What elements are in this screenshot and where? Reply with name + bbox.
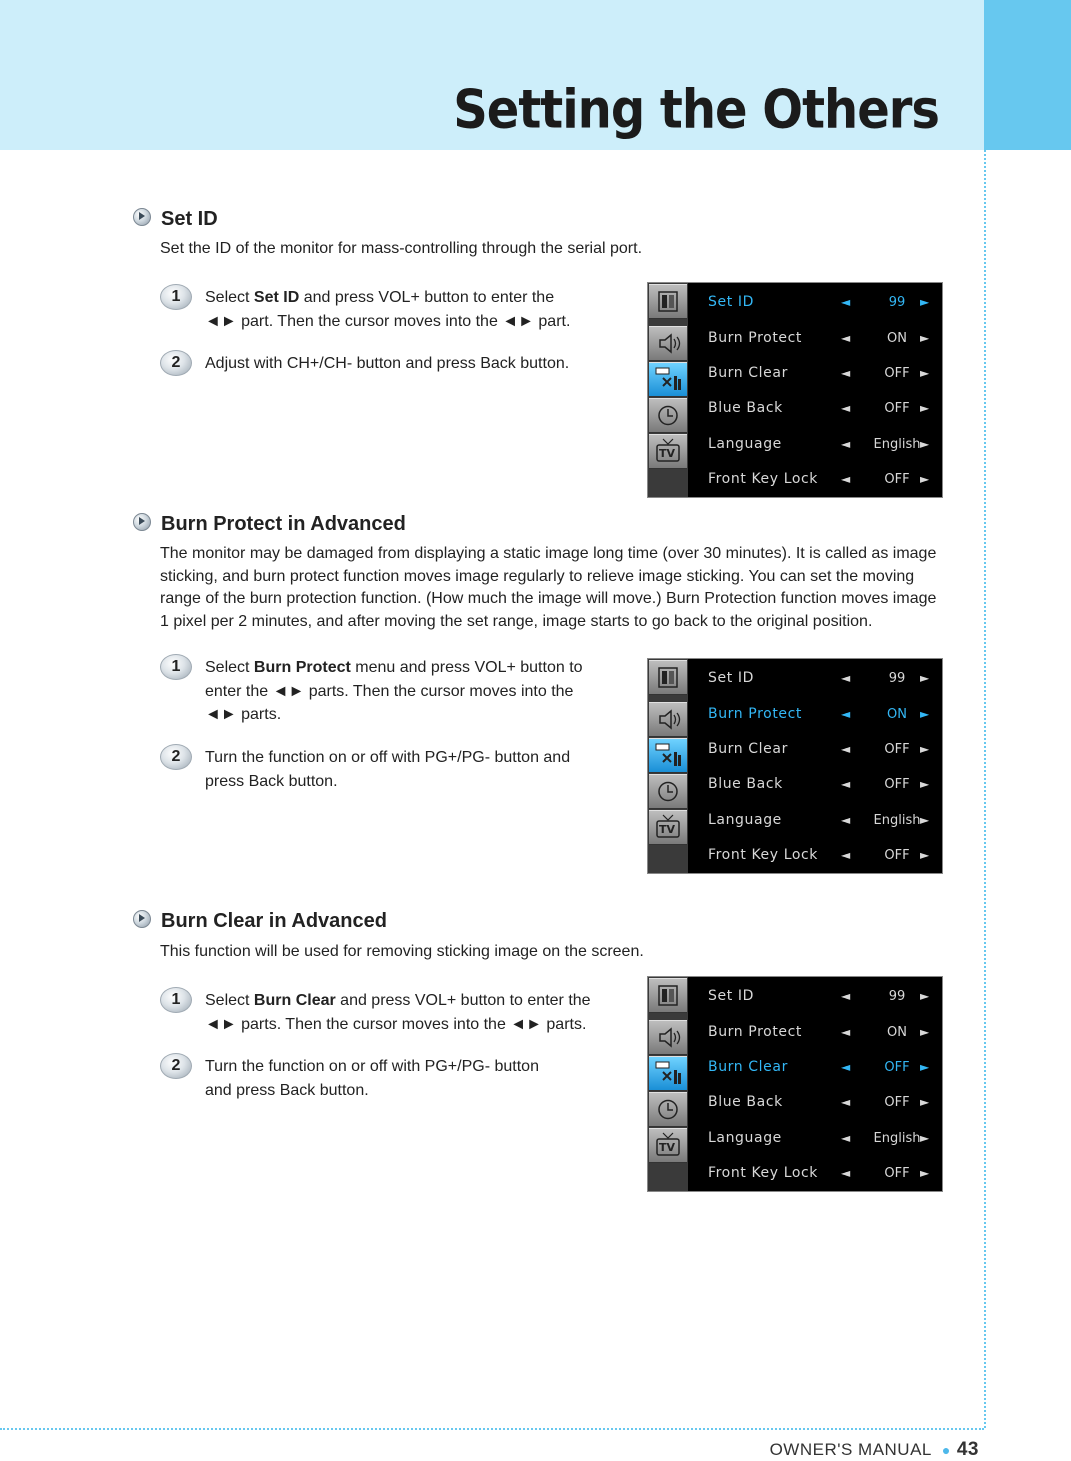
step-2: [160, 746, 600, 793]
right-arrow-icon[interactable]: ►: [920, 1166, 930, 1180]
step-text: [205, 656, 600, 727]
menu-row-label: Set ID: [708, 294, 754, 310]
menu-row-burn-clear[interactable]: [708, 361, 938, 385]
footer-label: OWNER'S MANUAL: [769, 1440, 932, 1459]
bottom-divider: [0, 1428, 984, 1430]
menu-icon-column: [648, 977, 688, 1191]
step-text-part: and press VOL+ button to enter the: [335, 992, 591, 1009]
footer: [770, 1439, 979, 1461]
osd-menu-set-id: [647, 282, 943, 498]
menu-row-value: 99: [888, 295, 906, 310]
menu-row-set-id[interactable]: [708, 666, 938, 690]
left-arrow-icon[interactable]: ◄: [841, 742, 851, 756]
step-text-part: Select: [205, 659, 254, 676]
menu-row-value: OFF: [884, 1095, 910, 1110]
step-menu-name: Set ID: [253, 289, 300, 306]
left-arrow-icon[interactable]: ◄: [841, 813, 851, 827]
section-bullet-icon: [133, 910, 151, 928]
step-text-part: and press VOL+ button to enter the: [299, 289, 555, 306]
section-title-text: Burn Clear in Advanced: [161, 910, 387, 932]
step-1: [160, 656, 600, 727]
step-text: [205, 286, 600, 333]
menu-row-label: Burn Protect: [708, 1024, 803, 1040]
left-arrow-icon[interactable]: ◄: [841, 989, 851, 1003]
step-text-part: menu and press VOL+ button to: [350, 659, 583, 676]
step-text-part: Turn the function on or off with PG+/PG- button and: [205, 749, 571, 766]
menu-row-value: English: [873, 437, 921, 452]
step-number-badge: 1: [160, 654, 192, 680]
time-icon[interactable]: [649, 398, 687, 433]
step-text-part: Adjust with CH+/CH- button and press Back button.: [205, 355, 570, 372]
menu-row-value: OFF: [884, 1060, 910, 1075]
menu-row-label: Set ID: [708, 670, 754, 686]
step-text-part: ◄► parts.: [205, 706, 282, 723]
step-text-part: ◄► parts. Then the cursor moves into the ◄► parts.: [205, 1015, 587, 1033]
tv-icon-label: TV: [659, 823, 676, 836]
menu-row-label: Front Key Lock: [708, 471, 819, 487]
setup-tools-icon[interactable]: [649, 362, 687, 397]
menu-row-front-key-lock[interactable]: [708, 1161, 938, 1185]
menu-row-burn-protect[interactable]: [708, 1020, 938, 1044]
tv-icon-label: TV: [659, 447, 676, 460]
step-text-part: and press Back button.: [205, 1081, 369, 1099]
right-arrow-icon[interactable]: ►: [920, 813, 930, 827]
left-arrow-icon[interactable]: ◄: [841, 1095, 851, 1109]
section-title-burn-protect: [133, 513, 406, 536]
right-arrow-icon[interactable]: ►: [920, 777, 930, 791]
menu-row-blue-back[interactable]: [708, 772, 938, 796]
menu-row-label: Language: [708, 1130, 782, 1146]
section-desc-set-id: Set the ID of the monitor for mass-controlling through the serial port.: [160, 240, 643, 257]
left-arrow-icon[interactable]: ◄: [841, 1166, 851, 1180]
left-arrow-icon[interactable]: ◄: [841, 707, 851, 721]
menu-row-label: Burn Clear: [708, 1059, 788, 1075]
right-arrow-icon[interactable]: ►: [920, 742, 930, 756]
page-title: Setting the Others: [453, 78, 939, 141]
step-number-badge: 1: [160, 284, 192, 310]
section-title-set-id: [133, 208, 218, 231]
osd-menu-burn-protect: [647, 658, 943, 874]
menu-row-blue-back[interactable]: [708, 1090, 938, 1114]
step-number-badge: 1: [160, 987, 192, 1013]
menu-row-label: Blue Back: [708, 400, 783, 416]
menu-row-language[interactable]: [708, 808, 938, 832]
menu-row-language[interactable]: [708, 1126, 938, 1150]
menu-row-label: Set ID: [708, 988, 754, 1004]
menu-row-front-key-lock[interactable]: [708, 467, 938, 491]
menu-icon-column: [648, 283, 688, 497]
page-number: 43: [956, 1439, 979, 1460]
tv-icon[interactable]: [649, 434, 687, 469]
step-text-part: enter the ◄► parts. Then the cursor moves into the: [205, 682, 574, 700]
menu-row-label: Blue Back: [708, 1094, 783, 1110]
right-arrow-icon[interactable]: ►: [920, 366, 930, 380]
menu-row-label: Blue Back: [708, 776, 783, 792]
menu-row-value: OFF: [884, 848, 910, 863]
osd-menu-burn-clear: [647, 976, 943, 1192]
left-arrow-icon[interactable]: ◄: [841, 295, 851, 309]
menu-row-value: ON: [887, 707, 907, 722]
menu-row-value: 99: [888, 671, 906, 686]
step-text: [205, 1055, 600, 1102]
menu-row-value: 99: [888, 989, 906, 1004]
left-arrow-icon[interactable]: ◄: [841, 777, 851, 791]
menu-row-value: OFF: [884, 742, 910, 757]
menu-row-label: Burn Protect: [708, 330, 803, 346]
menu-row-value: OFF: [884, 1166, 910, 1181]
right-arrow-icon[interactable]: ►: [920, 707, 930, 721]
menu-row-burn-protect[interactable]: [708, 702, 938, 726]
menu-row-label: Burn Clear: [708, 741, 788, 757]
menu-row-value: ON: [887, 331, 907, 346]
tv-icon[interactable]: [649, 1128, 687, 1163]
step-menu-name: Burn Clear: [253, 992, 336, 1009]
time-icon[interactable]: [649, 774, 687, 809]
section-desc-burn-protect: The monitor may be damaged from displaying a static image long time (over 30 minutes). It is called as image sticking, and burn protect function moves image regularly to relieve image sticking. You can set the moving range of the burn protection function. (How much the image will move.) Burn Protection function moves image 1 pixel per 2 minutes, and after moving the set range, image starts to go back to the original position.: [160, 545, 937, 630]
step-menu-name: Burn Protect: [253, 659, 351, 676]
menu-row-label: Burn Protect: [708, 706, 803, 722]
step-text-part: Select: [205, 992, 254, 1009]
menu-row-set-id[interactable]: [708, 290, 938, 314]
section-title-text: Burn Protect in Advanced: [161, 513, 406, 535]
menu-row-value: ON: [887, 1025, 907, 1040]
step-text: [205, 746, 600, 793]
menu-row-burn-protect[interactable]: [708, 326, 938, 350]
setup-tools-icon[interactable]: [649, 738, 687, 773]
footer-dot-icon: ●: [941, 1442, 951, 1458]
step-text: [205, 352, 600, 376]
step-text-part: press Back button.: [205, 772, 338, 790]
right-arrow-icon[interactable]: ►: [920, 848, 930, 862]
menu-row-language[interactable]: [708, 432, 938, 456]
step-number-badge: 2: [160, 1053, 192, 1079]
left-arrow-icon[interactable]: ◄: [841, 848, 851, 862]
right-arrow-icon[interactable]: ►: [920, 472, 930, 486]
step-1: [160, 989, 600, 1036]
menu-row-label: Language: [708, 436, 782, 452]
section-title-text: Set ID: [161, 208, 218, 230]
left-arrow-icon[interactable]: ◄: [841, 331, 851, 345]
left-arrow-icon[interactable]: ◄: [841, 437, 851, 451]
right-arrow-icon[interactable]: ►: [920, 671, 930, 685]
picture-icon[interactable]: [649, 284, 687, 319]
time-icon[interactable]: [649, 1092, 687, 1127]
right-divider: [984, 150, 986, 1428]
menu-row-value: OFF: [884, 401, 910, 416]
left-arrow-icon[interactable]: ◄: [841, 472, 851, 486]
step-text-part: Select: [205, 289, 254, 306]
menu-row-label: Front Key Lock: [708, 847, 819, 863]
menu-row-blue-back[interactable]: [708, 396, 938, 420]
step-number-badge: 2: [160, 350, 192, 376]
step-text: [205, 989, 600, 1036]
right-arrow-icon[interactable]: ►: [920, 401, 930, 415]
section-bullet-icon: [133, 513, 151, 531]
right-arrow-icon[interactable]: ►: [920, 1095, 930, 1109]
left-arrow-icon[interactable]: ◄: [841, 671, 851, 685]
menu-row-label: Language: [708, 812, 782, 828]
menu-row-value: OFF: [884, 366, 910, 381]
right-arrow-icon[interactable]: ►: [920, 1025, 930, 1039]
left-arrow-icon[interactable]: ◄: [841, 401, 851, 415]
section-title-burn-clear: [133, 910, 387, 933]
menu-row-value: English: [873, 1131, 921, 1146]
menu-row-label: Front Key Lock: [708, 1165, 819, 1181]
sound-icon[interactable]: [649, 702, 687, 737]
menu-row-burn-clear[interactable]: [708, 1055, 938, 1079]
step-number-badge: 2: [160, 744, 192, 770]
right-arrow-icon[interactable]: ►: [920, 295, 930, 309]
sound-icon[interactable]: [649, 326, 687, 361]
menu-row-burn-clear[interactable]: [708, 737, 938, 761]
menu-row-value: OFF: [884, 472, 910, 487]
right-arrow-icon[interactable]: ►: [920, 1060, 930, 1074]
right-arrow-icon[interactable]: ►: [920, 989, 930, 1003]
menu-row-value: English: [873, 813, 921, 828]
menu-row-value: OFF: [884, 777, 910, 792]
left-arrow-icon[interactable]: ◄: [841, 1131, 851, 1145]
header-tab: [984, 0, 1071, 150]
tv-icon[interactable]: [649, 810, 687, 845]
right-arrow-icon[interactable]: ►: [920, 331, 930, 345]
step-text-part: ◄► part. Then the cursor moves into the ◄► part.: [205, 312, 571, 330]
section-desc-burn-clear: This function will be used for removing sticking image on the screen.: [160, 943, 644, 960]
step-2: [160, 352, 600, 376]
step-text-part: Turn the function on or off with PG+/PG- button: [205, 1058, 539, 1075]
sound-icon[interactable]: [649, 1020, 687, 1055]
menu-icon-column: [648, 659, 688, 873]
right-arrow-icon[interactable]: ►: [920, 1131, 930, 1145]
menu-row-label: Burn Clear: [708, 365, 788, 381]
picture-icon[interactable]: [649, 978, 687, 1013]
tv-icon-label: TV: [659, 1141, 676, 1154]
menu-row-set-id[interactable]: [708, 984, 938, 1008]
left-arrow-icon[interactable]: ◄: [841, 366, 851, 380]
setup-tools-icon[interactable]: [649, 1056, 687, 1091]
step-1: [160, 286, 600, 333]
step-2: [160, 1055, 600, 1102]
right-arrow-icon[interactable]: ►: [920, 437, 930, 451]
menu-row-front-key-lock[interactable]: [708, 843, 938, 867]
section-bullet-icon: [133, 208, 151, 226]
left-arrow-icon[interactable]: ◄: [841, 1025, 851, 1039]
picture-icon[interactable]: [649, 660, 687, 695]
left-arrow-icon[interactable]: ◄: [841, 1060, 851, 1074]
